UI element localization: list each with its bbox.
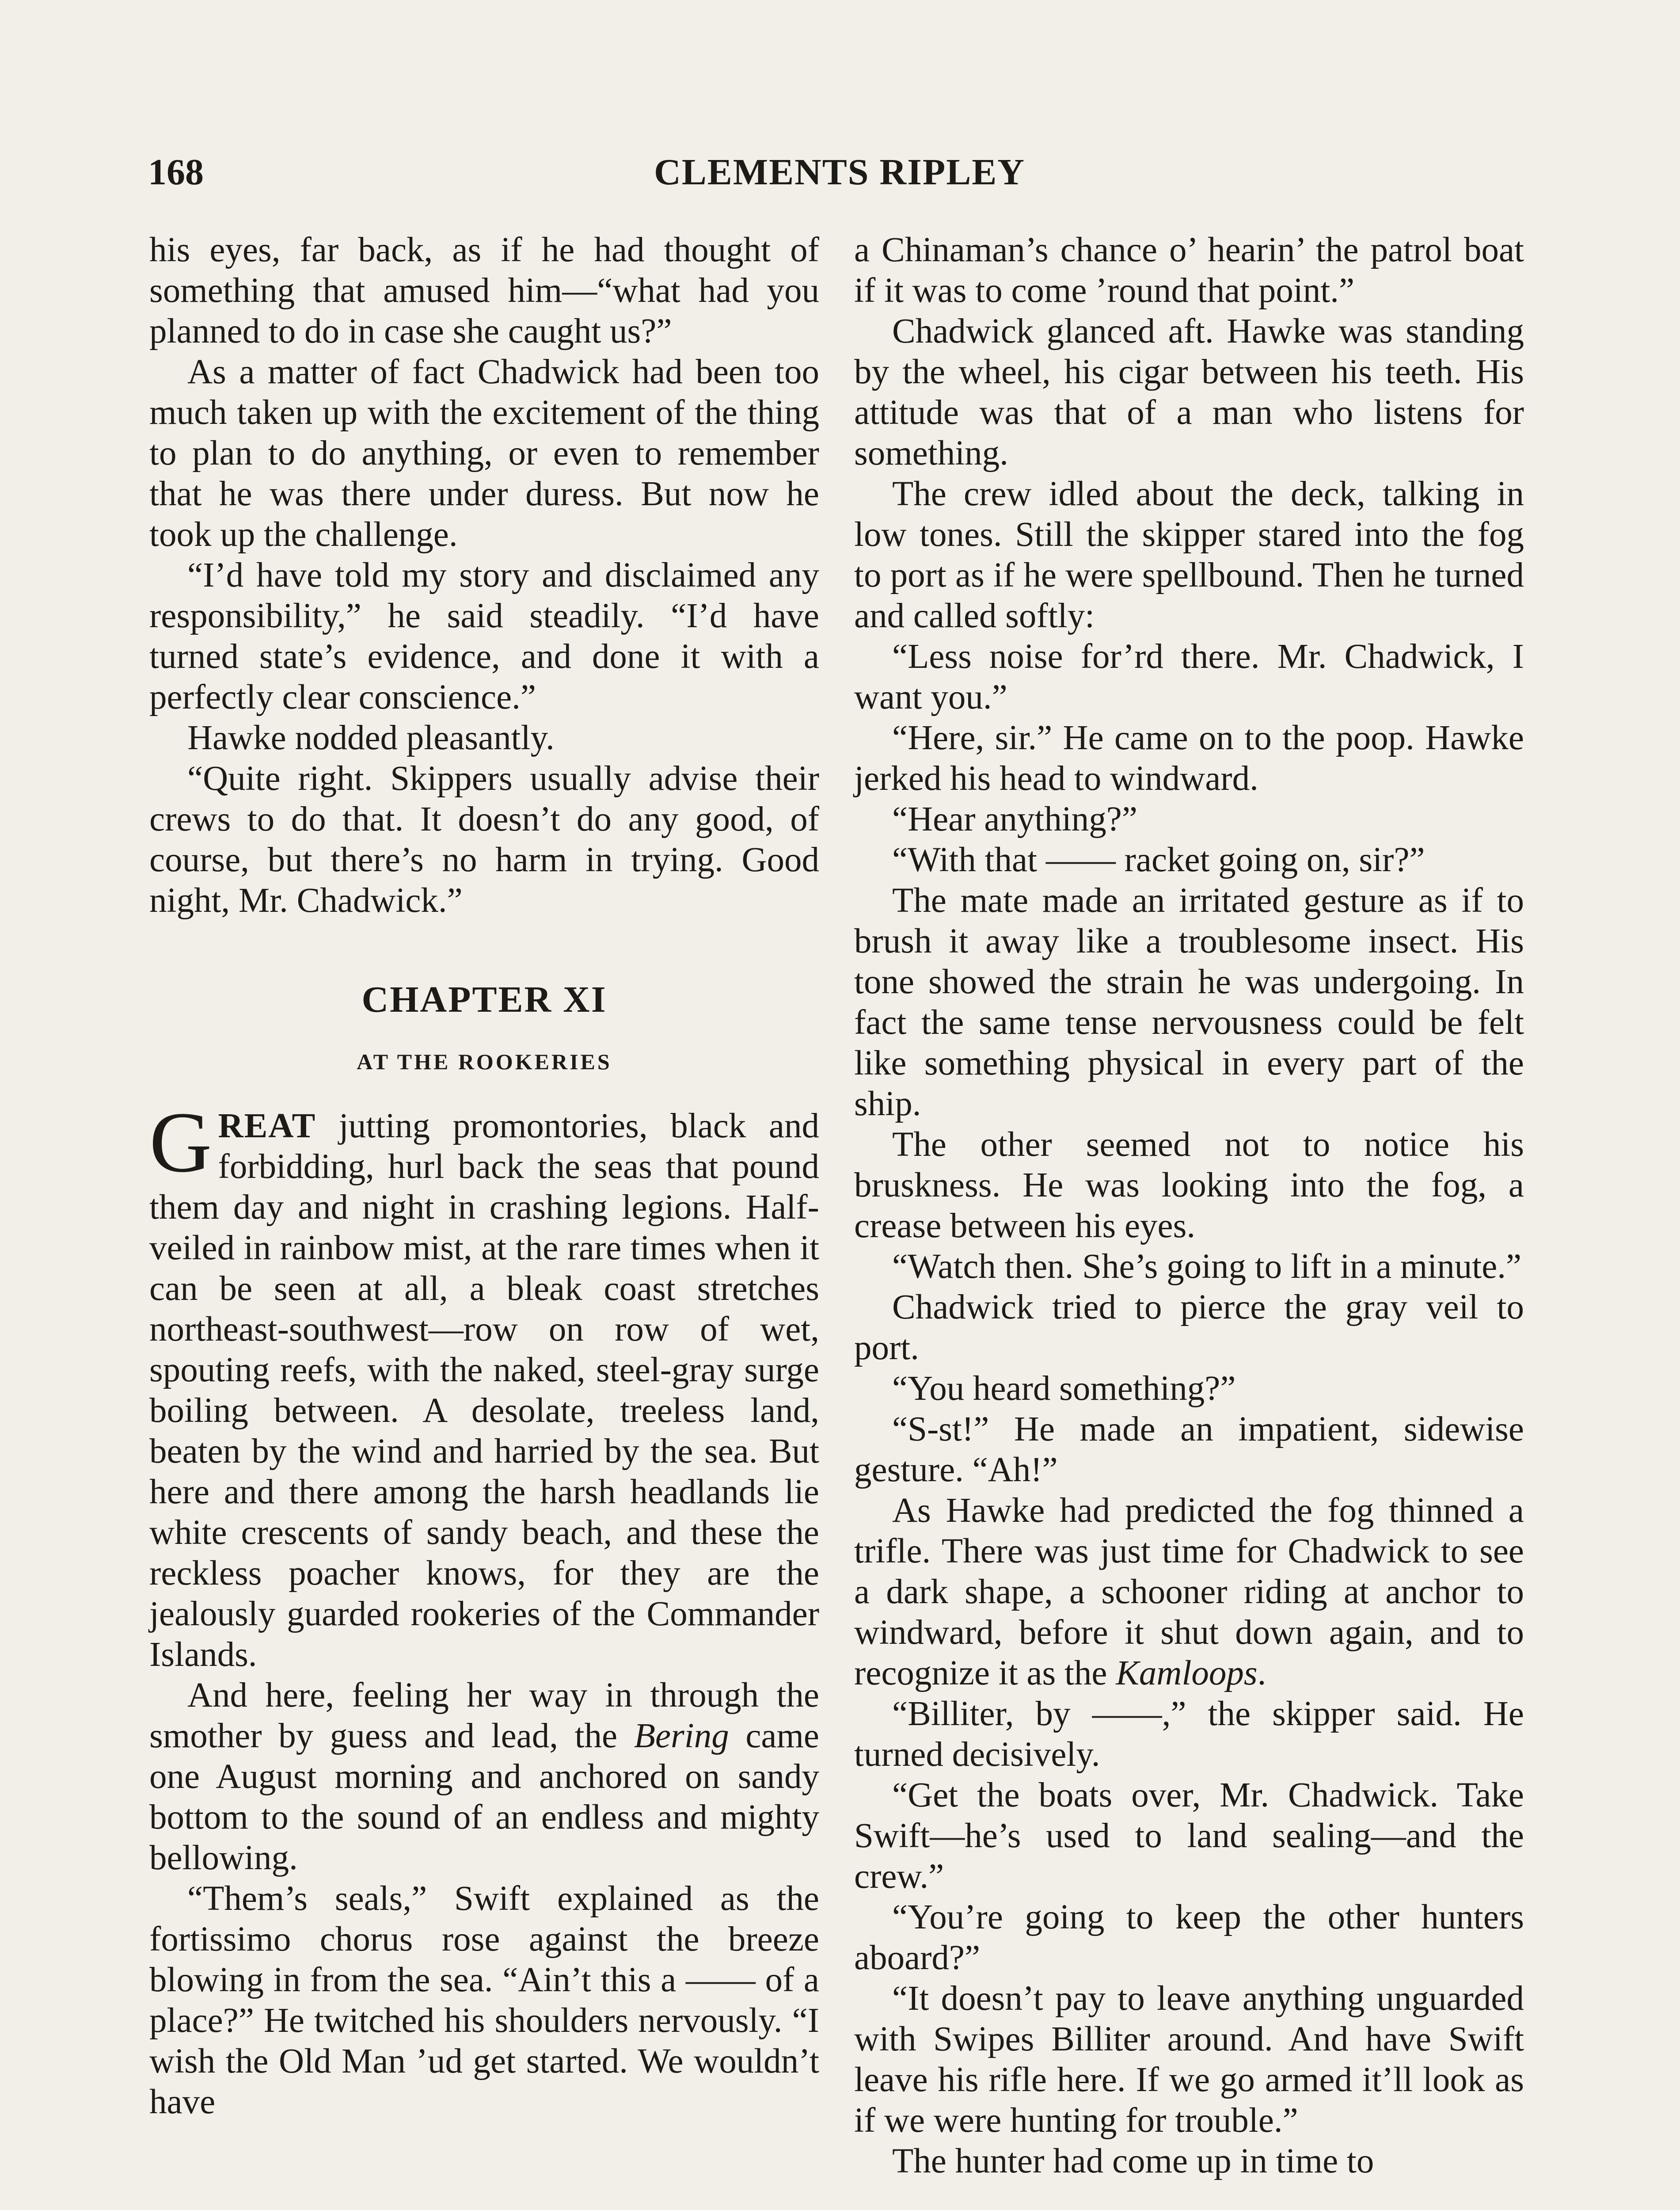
paragraph: “S-st!” He made an impatient, sidewise gesture. “Ah!” <box>854 1410 1524 1489</box>
paragraph <box>854 1490 1524 1694</box>
paragraph: As a matter of fact Chadwick had been too much taken up with the excitement of the thing to plan to do anything, or even to remember that he was there under duress. But now he took up the challenge. <box>149 353 819 554</box>
paragraph: “You’re going to keep the other hunters aboard?” <box>854 1898 1524 1977</box>
chapter-title: CHAPTER XI <box>361 979 607 1020</box>
paragraph: his eyes, far back, as if he had thought of something that amused him—“what had you planned to do in case she caught us?” <box>149 231 819 351</box>
paragraph: Hawke nodded pleasantly. <box>187 719 555 757</box>
paragraph: “You heard something?” <box>892 1369 1236 1408</box>
paragraph: “I’d have told my story and disclaimed any responsibility,” he said steadily. “I’d have turned state’s evidence, and done it with a perfectly clear conscience.” <box>149 556 819 716</box>
paragraph: The other seemed not to notice his bruskness. He was looking into the fog, a crease between his eyes. <box>854 1125 1524 1245</box>
drop-cap: G <box>149 1094 212 1190</box>
paragraph: “It doesn’t pay to leave anything unguarded with Swipes Billiter around. And have Swift leave his rifle here. If we go armed it’ll look as if we were hunting for trouble.” <box>854 1979 1524 2140</box>
paragraph: “Less noise for’rd there. Mr. Chadwick, I want you.” <box>854 637 1524 716</box>
right-column <box>854 230 1524 2182</box>
paragraph: Chadwick glanced aft. Hawke was standing by the wheel, his cigar between his teeth. His attitude was that of a man who listens for something. <box>854 312 1524 472</box>
chapter-subtitle: AT THE ROOKERIES <box>357 1049 612 1074</box>
paragraph: “Watch then. She’s going to lift in a minute.” <box>892 1247 1522 1286</box>
paragraph: a Chinaman’s chance o’ hearin’ the patrol boat if it was to come ’round that point.” <box>854 231 1524 310</box>
paragraph: The mate made an irritated gesture as if to brush it away like a troublesome insect. His tone showed the strain he was undergoing. In fact the same tense nervousness could be felt like something physical in every part of the ship. <box>854 881 1524 1123</box>
paragraph: “Hear anything?” <box>892 800 1137 838</box>
chapter-opening-paragraph <box>149 1094 819 1675</box>
running-head: CLEMENTS RIPLEY <box>654 152 1025 193</box>
paragraph-text: As Hawke had predicted the fog thinned a trifle. There was just time for Chadwick to see a dark shape, a schooner riding at anchor to windward, before it shut down again, and to recognize it as the <box>854 1491 1524 1692</box>
paragraph-text: . <box>1257 1654 1266 1692</box>
paragraph: The crew idled about the deck, talking in low tones. Still the skipper stared into the fog to port as if he were spellbound. Then he turned and called softly: <box>854 475 1524 635</box>
paragraph: “Here, sir.” He came on to the poop. Hawke jerked his head to windward. <box>854 719 1524 798</box>
lead-word: REAT <box>218 1107 316 1145</box>
paragraph: “Them’s seals,” Swift explained as the fortissimo chorus rose against the breeze blowing in from the sea. “Ain’t this a —— of a place?” He twitched his shoulders nervously. “I wish the Old Man ’ud get started. We wouldn’t have <box>149 1879 819 2121</box>
ship-name: Bering <box>634 1717 729 1755</box>
paragraph-text: came one August morning and anchored on sandy bottom to the sound of an endless and mighty bellowing. <box>149 1717 819 1877</box>
ship-name: Kamloops <box>1116 1654 1258 1692</box>
paragraph: “With that —— racket going on, sir?” <box>892 841 1425 879</box>
paragraph: “Get the boats over, Mr. Chadwick. Take Swift—he’s used to land sealing—and the crew.” <box>854 1776 1524 1896</box>
page-number: 168 <box>148 152 204 193</box>
page-header <box>148 146 1531 199</box>
paragraph: “Quite right. Skippers usually advise their crews to do that. It doesn’t do any good, of course, but there’s no harm in trying. Good night, Mr. Chadwick.” <box>149 759 819 920</box>
paragraph: Chadwick tried to pierce the gray veil to port. <box>854 1288 1524 1367</box>
paragraph: “Billiter, by ——,” the skipper said. He turned decisively. <box>854 1695 1524 1774</box>
paragraph: The hunter had come up in time to <box>892 2142 1374 2180</box>
opening-text: jutting promontories, black and forbidding, hurl back the seas that pound them day and night in crashing legions. Half-veiled in rainbow mist, at the rare times when it can be seen at all, a bleak coast stretches northeast-southwest—row on row of wet, spouting reefs, with the naked, steel-gray surge boiling between. A desolate, treeless land, beaten by the wind and harried by the sea. But here and there among the harsh headlands lie white crescents of sandy beach, and these the reckless poacher knows, for they are the jealously guarded rookeries of the Commander Islands. <box>149 1107 819 1674</box>
left-column <box>149 230 819 2122</box>
paragraph-text: And here, feeling her way in through the smother by guess and lead, the <box>149 1676 819 1755</box>
paragraph <box>149 1675 819 1878</box>
